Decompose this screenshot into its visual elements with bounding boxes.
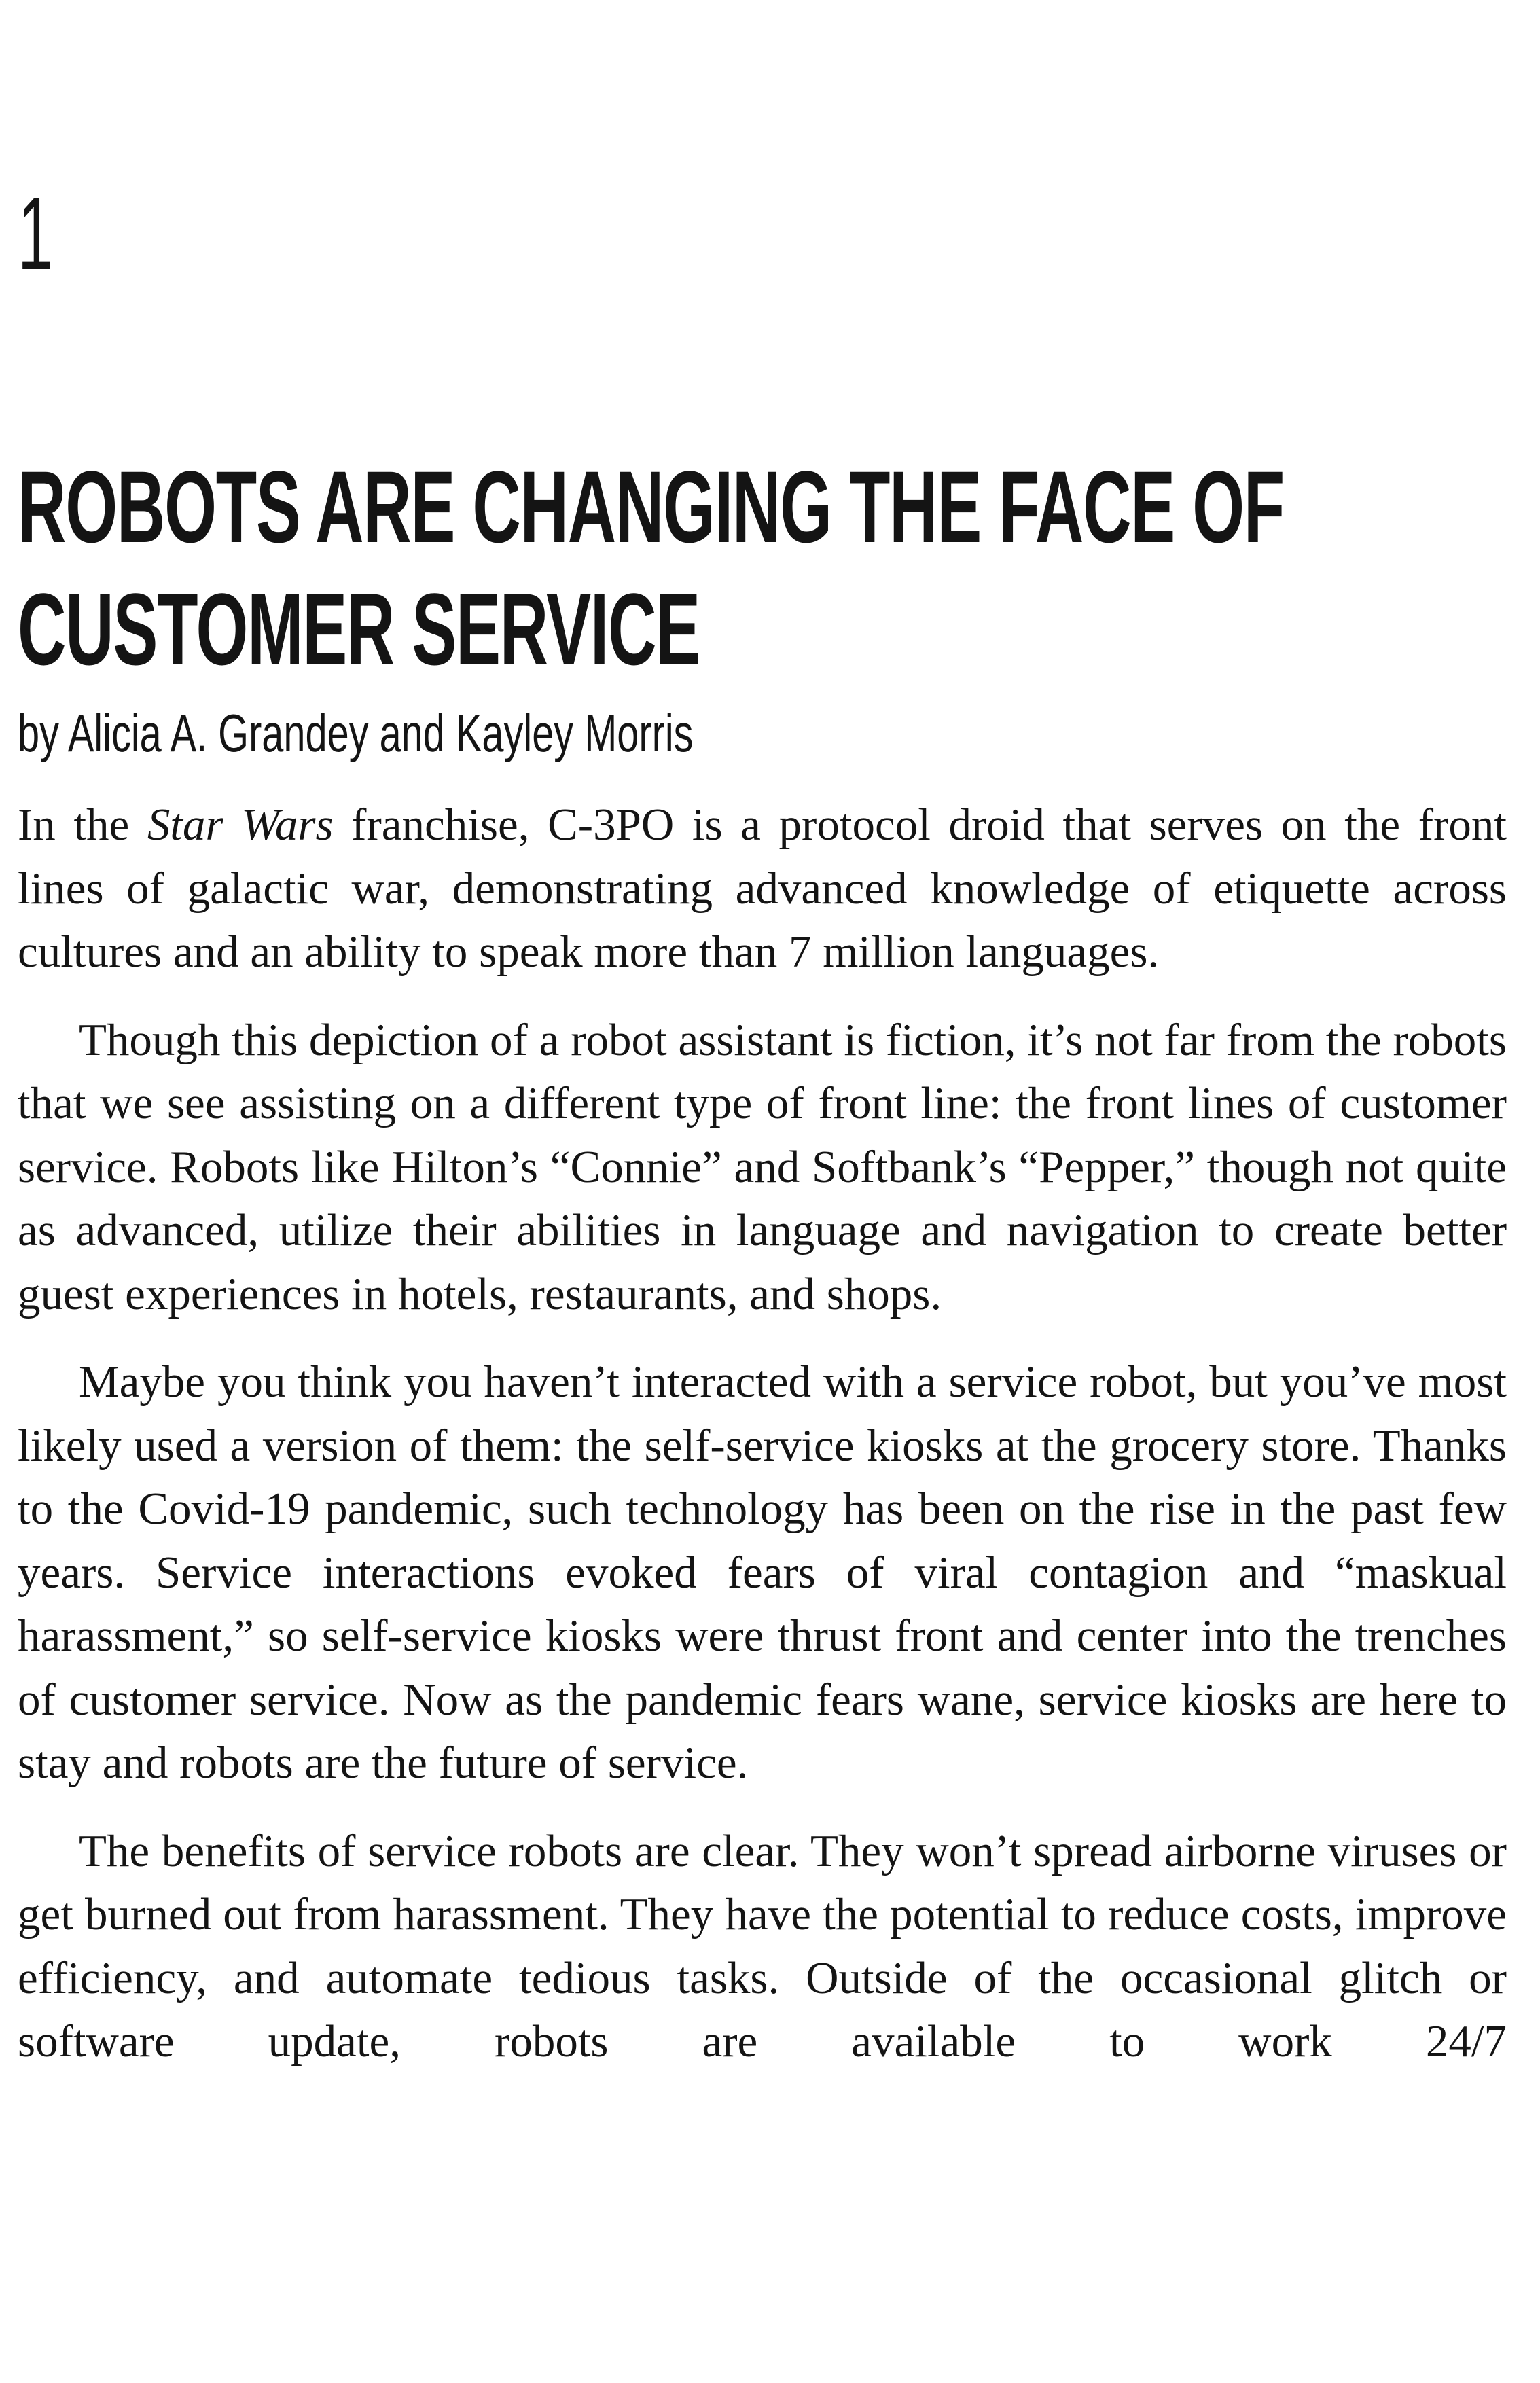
chapter-title-line-1: ROBOTS ARE CHANGING THE FACE OF — [18, 450, 1284, 564]
paragraph-1 — [18, 793, 1507, 984]
paragraph-1-rest: franchise, C-3PO is a protocol droid that serves on the front lines of galactic war, demonstrating advanced knowledge of etiquette across cultures and an ability to speak more than 7 million languages. — [18, 800, 1507, 977]
chapter-body — [18, 793, 1507, 2098]
paragraph-4: The benefits of service robots are clear. They won’t spread airborne viruses or get burned out from harassment. They have the potential to reduce costs, improve efficiency, and automate tedious tasks. Outside of the occasional glitch or software update, robots are available to work 24/7 — [18, 1825, 1507, 2066]
paragraph-1-lead: In the — [18, 800, 147, 850]
paragraph-2: Though this depiction of a robot assistant is fiction, it’s not far from the robots that we see assisting on a different type of front line: the front lines of customer service. Robots like Hilton’s “Connie” and Softbank’s “Pepper,” though not quite as advanced, utilize their abilities in language and navigation to create better guest experiences in hotels, restaurants, and shops. — [18, 1014, 1507, 1319]
author-byline: by Alicia A. Grandey and Kayley Morris — [18, 703, 694, 763]
chapter-title-line-2: CUSTOMER SERVICE — [18, 572, 700, 686]
chapter-number: 1 — [18, 176, 54, 291]
paragraph-1-italic-title: Star Wars — [147, 800, 334, 850]
paragraph-3: Maybe you think you haven’t interacted with a service robot, but you’ve most likely used a version of them: the self-service kiosks at the grocery store. Thanks to the Covid-19 pandemic, such technology has been on the rise in the past few years. Service interactions evoked fears of viral contagion and “maskual harassment,” so self-service kiosks were thrust front and center into the trenches of customer service. Now as the pandemic fears wane, service kiosks are here to stay and robots are the future of service. — [18, 1357, 1507, 1788]
chapter-title — [18, 446, 1284, 690]
